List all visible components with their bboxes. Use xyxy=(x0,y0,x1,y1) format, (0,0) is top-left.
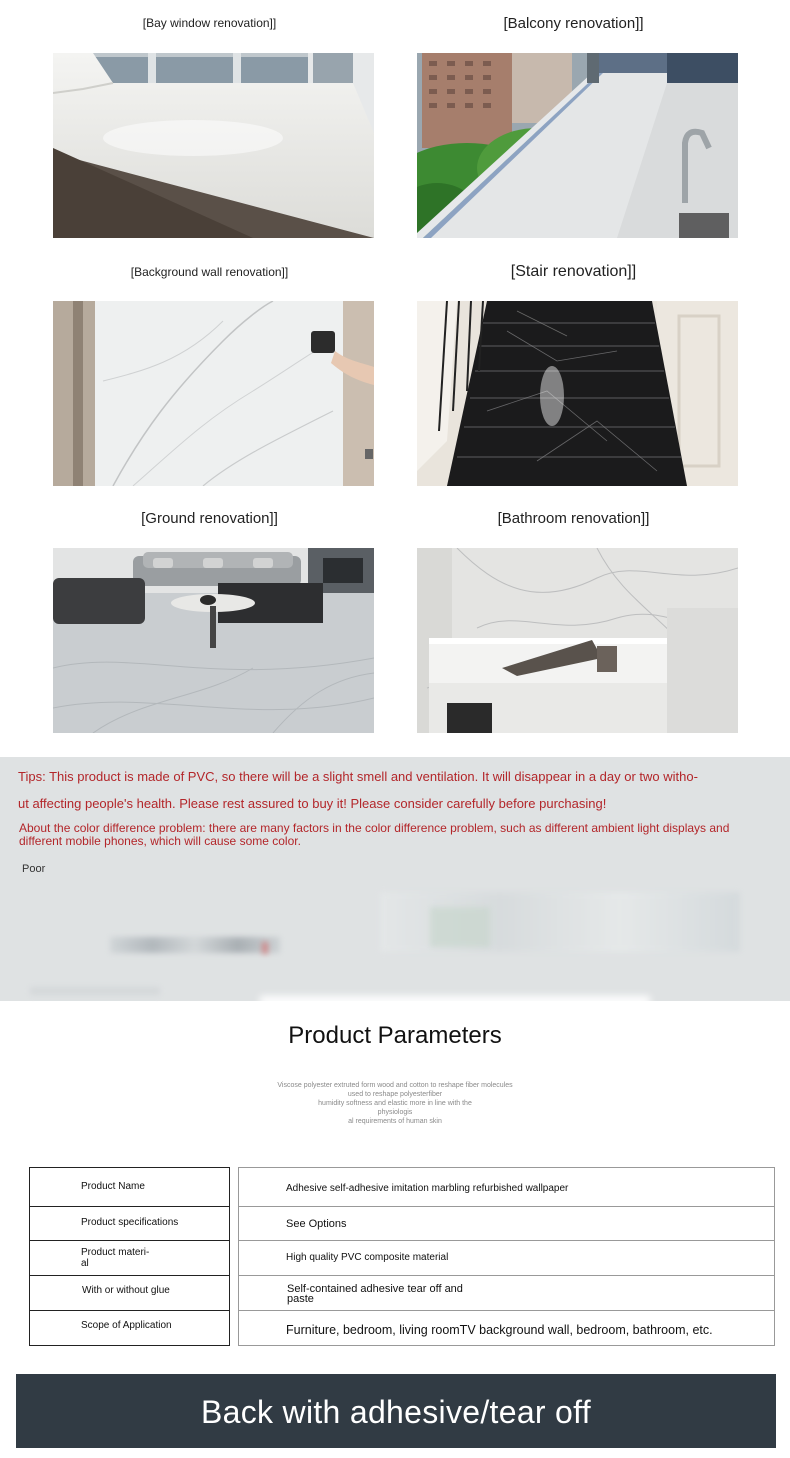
subtitle-line: physiologis xyxy=(377,1109,413,1116)
faded-artifact xyxy=(110,937,280,953)
param-label-specifications: Product specifications xyxy=(81,1217,179,1228)
product-parameters-title: Product Parameters xyxy=(288,1022,502,1049)
param-value-cell xyxy=(238,1275,775,1311)
param-value-product-name: Adhesive self-adhesive imitation marbling refurbished wallpaper xyxy=(286,1183,569,1194)
parameters-subtitle xyxy=(0,1081,790,1126)
param-label-product-name: Product Name xyxy=(81,1181,145,1192)
subtitle-line: humidity softness and elastic more in line with the xyxy=(318,1100,472,1107)
tips-section xyxy=(0,757,790,1001)
subtitle-line: al requirements of human skin xyxy=(348,1118,442,1125)
tips-line-1: Tips: This product is made of PVC, so there will be a slight smell and ventilation. It will disappear in a day or two witho- xyxy=(18,769,698,784)
param-label-glue: With or without glue xyxy=(82,1285,170,1296)
param-label-cell xyxy=(29,1275,230,1311)
param-value-cell xyxy=(238,1240,775,1276)
param-label-cell xyxy=(29,1167,230,1207)
caption-bathroom: [Bathroom renovation]] xyxy=(497,510,650,527)
param-value-specifications: See Options xyxy=(286,1218,347,1230)
bathroom-photo xyxy=(417,548,738,733)
param-value-cell xyxy=(238,1206,775,1241)
param-value-scope: Furniture, bedroom, living roomTV background wall, bedroom, bathroom, etc. xyxy=(286,1323,713,1337)
param-value-material: High quality PVC composite material xyxy=(286,1252,449,1263)
caption-bay-window: [Bay window renovation]] xyxy=(142,16,277,30)
poor-label: Poor xyxy=(22,863,46,875)
fade-edge xyxy=(260,996,650,1006)
color-difference-note: About the color difference problem: there are many factors in the color difference problem, such as different ambient light displays and different mobile phones, which will cause some color. xyxy=(19,821,730,848)
caption-background-wall: [Background wall renovation]] xyxy=(130,265,289,279)
caption-ground: [Ground renovation]] xyxy=(141,510,278,527)
bay-window-photo xyxy=(53,53,374,238)
param-label-material: Product materi- al xyxy=(81,1247,150,1269)
param-value-cell xyxy=(238,1310,775,1346)
banner-text: Back with adhesive/tear off xyxy=(201,1394,591,1430)
balcony-photo xyxy=(417,53,738,238)
param-label-cell xyxy=(29,1240,230,1276)
caption-stair: [Stair renovation]] xyxy=(510,263,637,280)
param-label-cell xyxy=(29,1206,230,1241)
subtitle-line: Viscose polyester extruted form wood and cotton to reshape fiber molecules xyxy=(277,1082,513,1089)
param-label-scope: Scope of Application xyxy=(81,1320,172,1331)
param-value-glue: Self-contained adhesive tear off and paste xyxy=(287,1283,463,1305)
faded-artifact xyxy=(430,907,490,947)
faded-artifact xyxy=(262,942,268,954)
subtitle-line: used to reshape polyesterfiber xyxy=(347,1091,443,1098)
stair-photo xyxy=(417,301,738,486)
param-label-cell xyxy=(29,1310,230,1346)
adhesive-banner xyxy=(16,1374,776,1448)
tips-line-2: ut affecting people's health. Please rest assured to buy it! Please consider carefully before purchasing! xyxy=(18,796,607,811)
faded-artifact xyxy=(30,987,160,995)
param-value-cell xyxy=(238,1167,775,1207)
caption-balcony: [Balcony renovation]] xyxy=(503,15,644,32)
background-wall-photo xyxy=(53,301,374,486)
ground-photo xyxy=(53,548,374,733)
